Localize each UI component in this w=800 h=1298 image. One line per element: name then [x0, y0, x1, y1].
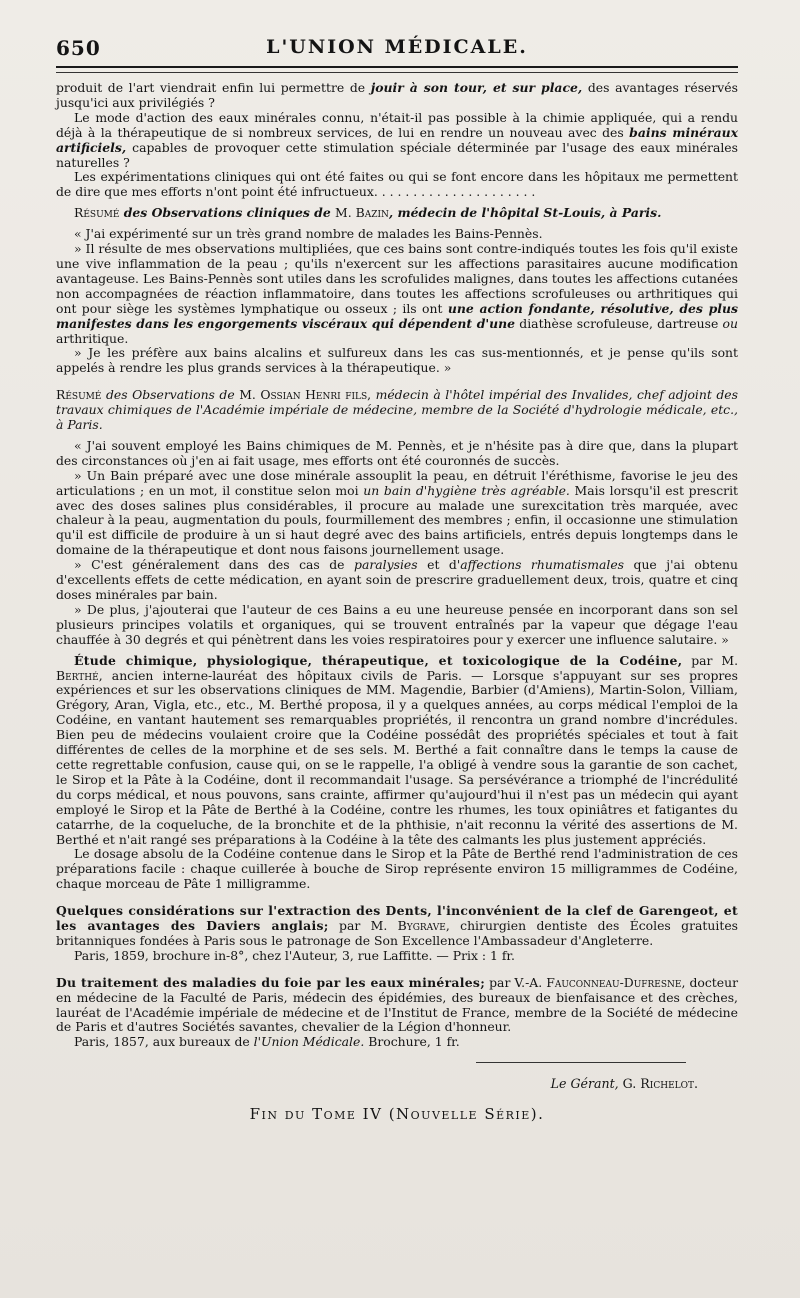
dents-heading: Quelques considérations sur l'extraction des Dents, l'inconvénient de la clef de Garengeot, et les avantages des Daviers anglais;	[56, 903, 738, 934]
henri-heading: Résumé des Observations de M. Ossian Henri fils, médecin à l'hôtel impérial des Invalides, chef adjoint des travaux chimiques de l'Académie impériale de médecine, membre de la Société d'hydrologie médicale, etc., à Paris.	[56, 387, 738, 433]
bazin-quote-3: » Je les préfère aux bains alcalins et sulfureux dans les cas sus-mentionnés, et je pense qu'ils sont appelés à rendre les plus grands services à la thérapeutique. »	[56, 345, 738, 376]
foie-heading: Du traitement des maladies du foie par les eaux minérales;	[56, 974, 486, 990]
running-title: L'UNION MÉDICALE.	[266, 36, 528, 58]
header-rule	[56, 72, 738, 73]
closing-rule	[476, 1062, 686, 1063]
foie-publication: Paris, 1857, aux bureaux de l'Union Médicale. Brochure, 1 fr.	[74, 1034, 460, 1050]
codeine-heading: Étude chimique, physiologique, thérapeutique, et toxicologique de la Codéine,	[74, 652, 683, 668]
henri-quote-4: » De plus, j'ajouterai que l'auteur de ces Bains a eu une heureuse pensée en incorporant dans son sel plusieurs principes volatils et organiques, qui se trouvent entraînés par la vapeur que dégage l'eau chauffée à 30 degrés et qui pénètrent dans les voies respiratoires pour y exercer une influence salutaire. »	[56, 601, 738, 647]
foie-paragraph: Du traitement des maladies du foie par les eaux minérales; par V.-A. Fauconneau-Dufresne, docteur en médecine de la Faculté de Paris, médecin des épidémies, des bureaux de bienfaisance et des crèches, lauréat de l'Académie impériale de médecine et de l'Institut de France, membre de la Société de médecine de Paris et d'autres Sociétés savantes, chevalier de la Légion d'honneur.	[56, 974, 738, 1035]
page-header	[56, 36, 738, 68]
paragraph-experimentations: Les expérimentations cliniques qui ont été faites ou qui se font encore dans les hôpitaux me permettent de dire que mes efforts n'ont point été infructueux. . . . . . . . . . . . . . . . . . . . .	[56, 169, 738, 200]
paragraph-mode-action: Le mode d'action des eaux minérales connu, n'était-il pas possible à la chimie appliquée, qui a rendu déjà à la thérapeutique de si nombreux services, de lui en rendre un nouveau avec des bains minéraux artificiels, capables de provoquer cette stimulation spéciale déterminée par l'usage des eaux minérales naturelles ?	[56, 109, 739, 170]
bazin-quote-2: » Il résulte de mes observations multipliées, que ces bains sont contre-indiqués toutes les fois qu'il existe une vive inflammation de la peau ; qu'ils n'exercent sur les affections parasitaires aucune modification avantageuse. Les Bains-Pennès sont utiles dans les scrofulides malignes, dans toutes les affections cutanées non accompagnées de réaction inflammatoire, dans toutes les affections scrofuleuses ou arthritiques qui ont pour siège les systèmes lymphatique ou osseux ; ils ont une action fondante, résolutive, des plus manifestes dans les engorgements viscéraux qui dépendent d'une diathèse scrofuleuse, dartreuse ou arthritique.	[56, 241, 739, 346]
codeine-paragraph: Étude chimique, physiologique, thérapeutique, et toxicologique de la Codéine, par M. Berthé, ancien interne-lauréat des hôpitaux civils de Paris. — Lorsque s'appuyant sur ses propres expériences et sur les observations cliniques de MM. Magendie, Barbier (d'Amiens), Martin-Solon, Villiam, Grégory, Aran, Vigla, etc., etc., M. Berthé proposa, il y a quelques années, au corps médical l'emploi de la Codéine, en vantant hautement ses remarquables propriétés, il rencontra un grand nombre d'incrédules. Bien peu de médecins voulaient croire que la Codéine possédât des propriétés spéciales et tout à fait différentes de celles de la morphine et de ses sels. M. Berthé a fait connaître dans le temps la cause de cette regrettable confusion, cause qui, on se le rappelle, l'a obligé à vendre sous la garantie de son cachet, le Sirop et la Pâte à la Codéine, dont il recommandait l'usage. Sa persévérance a triomphé de l'incrédulité du corps médical, et nous pouvons, sans crainte, affirmer qu'aujourd'hui il n'est pas un médecin qui ayant employé le Sirop et la Pâte de Berthé à la Codéine, contre les rhumes, les toux opiniâtres et fatigantes du catarrhe, de la coqueluche, de la bronchite et de la phthisie, n'ait reconnu la vérité des assertions de M. Berthé et n'ait rangé ses préparations à la Codéine à la tête des calmants les plus justement appréciés.	[56, 652, 739, 847]
henri-quote-3: » C'est généralement dans des cas de paralysies et d'affections rhumatismales que j'ai obtenu d'excellents effets de cette médication, en ayant soin de prescrire graduellement deux, trois, quatre et cinq doses minérales par bain.	[56, 557, 738, 602]
article-body	[56, 81, 738, 1050]
henri-quote-2: » Un Bain préparé avec une dose minérale assouplit la peau, en détruit l'éréthisme, favorise le jeu des articulations ; en un mot, il constitue selon moi un bain d'hygiène très agréable. Mais lorsqu'il est prescrit avec des doses salines plus considérables, il procure au malade une surexcitation très marquée, avec chaleur à la peau, augmentation du pouls, fourmillement des membres ; enfin, il occasionne une stimulation qu'il est difficile de produire à un si haut degré avec des bains artificiels, entrés depuis longtemps dans le domaine de la thérapeutique et dont nous faisons journellement usage.	[56, 467, 739, 558]
signature-line: Le Gérant, G. Richelot.	[550, 1075, 698, 1091]
end-of-volume: Fin du Tome IV (Nouvelle Série).	[249, 1104, 545, 1123]
bazin-quote-1: « J'ai expérimenté sur un très grand nombre de malades les Bains-Pennès.	[74, 226, 543, 242]
henri-quote-1: « J'ai souvent employé les Bains chimiques de M. Pennès, et je n'hésite pas à dire que, dans la plupart des circonstances où j'en ai fait usage, mes efforts ont été couronnés de succès.	[56, 437, 738, 468]
codeine-dosage: Le dosage absolu de la Codéine contenue dans le Sirop et la Pâte de Berthé rend l'administration de ces préparations facile : chaque cuillerée à bouche de Sirop représente environ 15 milligrammes de Codéine, chaque morceau de Pâte 1 milligramme.	[56, 846, 738, 892]
page-number: 650	[56, 36, 101, 60]
bazin-heading: Résumé des Observations cliniques de M. Bazin, médecin de l'hôpital St-Louis, à Paris.	[74, 205, 662, 221]
paragraph-privileges: produit de l'art viendrait enfin lui permettre de jouir à son tour, et sur place, des avantages réservés jusqu'ici aux privilégiés ?	[56, 80, 738, 110]
dents-publication: Paris, 1859, brochure in-8°, chez l'Auteur, 3, rue Laffitte. — Prix : 1 fr.	[74, 947, 515, 963]
dents-paragraph: Quelques considérations sur l'extraction des Dents, l'inconvénient de la clef de Garengeot, et les avantages des Daviers anglais; par M. Bygrave, chirurgien dentiste des Écoles gratuites britanniques fondées à Paris sous le patronage de Son Excellence l'Ambassadeur d'Angleterre.	[56, 903, 739, 948]
